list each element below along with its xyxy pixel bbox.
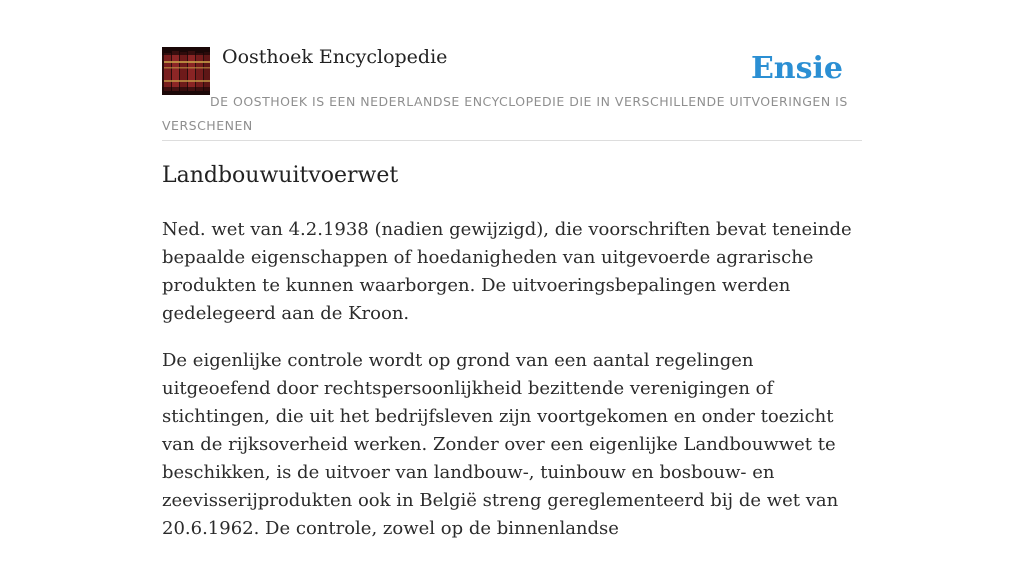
article-paragraph: Ned. wet van 4.2.1938 (nadien gewijzigd), die voorschriften bevat teneinde bepaalde eigenschappen of hoedanigheden van uitgevoerde agrarische produkten te kunnen waarborgen. De uitvoeringsbepalingen werden gedelegeerd aan de Kroon.	[162, 219, 852, 324]
encyclopedia-books-icon[interactable]	[162, 47, 210, 95]
article-title: Landbouwuitvoerwet	[162, 163, 399, 188]
site-header	[162, 45, 862, 141]
article-paragraph: De eigenlijke controle wordt op grond van een aantal regelingen uitgeoefend door rechtspersoonlijkheid bezittende verenigingen of stichtingen, die uit het bedrijfsleven zijn voortgekomen en onder toezicht van de rijksoverheid werken. Zonder over een eigenlijke Landbouwwet te beschikken, is de uitvoer van landbouw-, tuinbouw en bosbouw- en zeevisserijprodukten ook in België streng gereglementeerd bij de wet van 20.6.1962. De controle, zowel op de binnenlandse	[162, 350, 839, 539]
site-tagline: DE OOSTHOEK IS EEN NEDERLANDSE ENCYCLOPEDIE DIE IN VERSCHILLENDE UITVOERINGEN IS VERSCHENEN	[162, 94, 848, 133]
site-name[interactable]: Oosthoek Encyclopedie	[222, 46, 448, 68]
brand-logo[interactable]: Ensie	[750, 51, 843, 86]
article-body	[162, 216, 862, 562]
